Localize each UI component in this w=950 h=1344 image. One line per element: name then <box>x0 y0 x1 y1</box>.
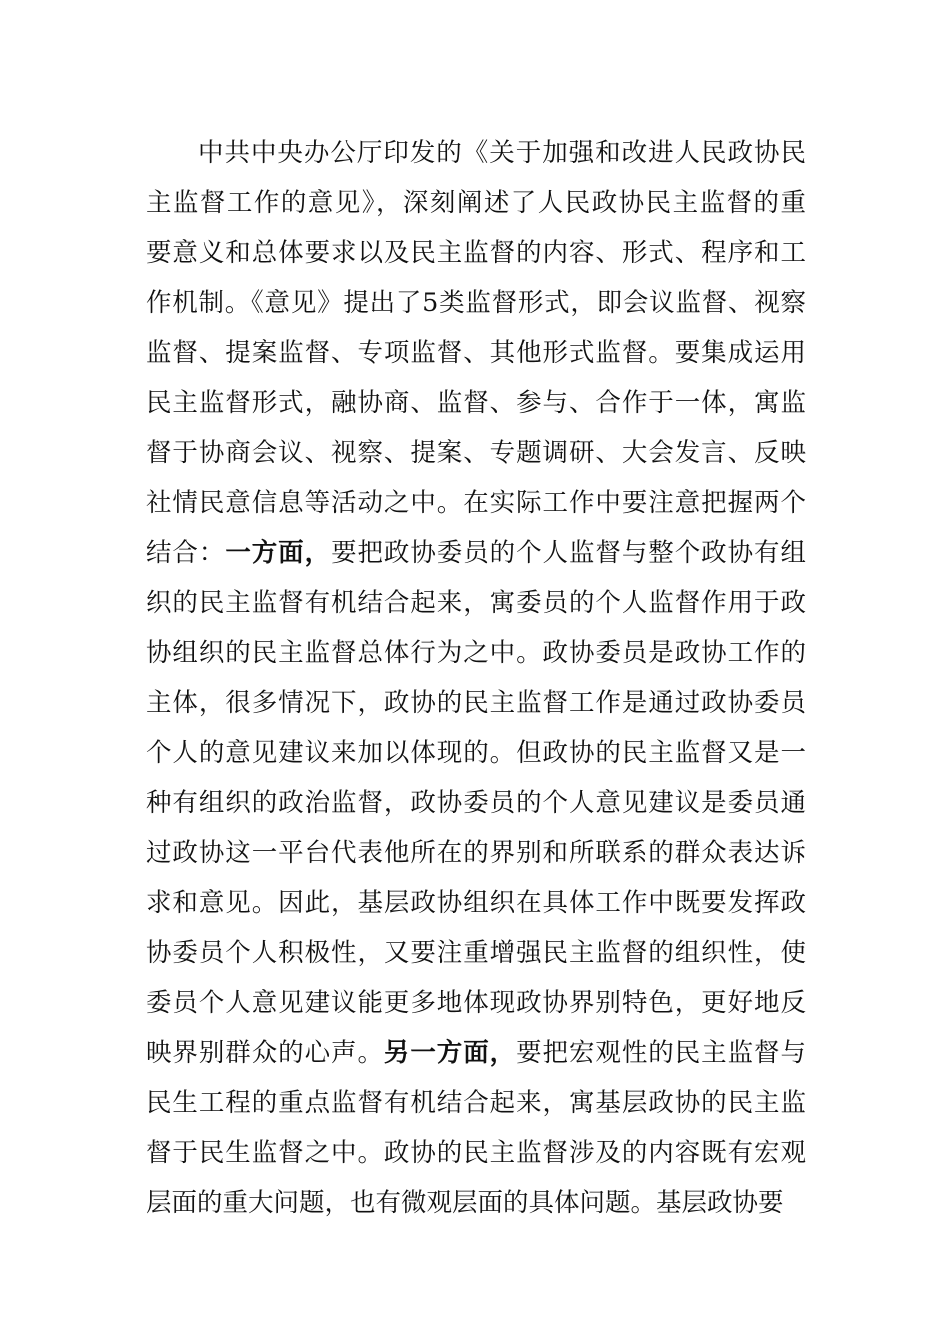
text-segment: 督于协商会议、视察、提案、专题调研、大会发言、反映 <box>146 438 806 468</box>
text-line <box>146 1031 806 1081</box>
text-line <box>146 881 806 931</box>
text-line <box>146 631 806 681</box>
text-line <box>146 1081 806 1131</box>
text-line <box>146 281 806 331</box>
text-segment: 协委员个人积极性，又要注重增强民主监督的组织性，使 <box>146 938 806 968</box>
text-segment: 作机制。《意见》提出了5类监督形式，即会议监督、视察 <box>146 288 806 318</box>
text-segment: 个人的意见建议来加以体现的。但政协的民主监督又是一 <box>146 738 806 768</box>
text-line <box>146 531 806 581</box>
body-paragraph <box>146 131 806 1231</box>
text-segment: 协组织的民主监督总体行为之中。政协委员是政协工作的 <box>146 638 806 668</box>
text-segment: 民生工程的重点监督有机结合起来，寓基层政协的民主监 <box>146 1088 806 1118</box>
text-segment: 民主监督形式，融协商、监督、参与、合作于一体，寓监 <box>146 388 806 418</box>
text-segment: 种有组织的政治监督，政协委员的个人意见建议是委员通 <box>146 788 806 818</box>
text-line <box>146 431 806 481</box>
text-segment: 结合： <box>146 538 226 568</box>
text-segment: 主监督工作的意见》，深刻阐述了人民政协民主监督的重 <box>146 188 806 218</box>
text-line <box>146 1181 806 1231</box>
text-segment: 织的民主监督有机结合起来，寓委员的个人监督作用于政 <box>146 588 806 618</box>
text-segment: 要意义和总体要求以及民主监督的内容、形式、程序和工 <box>146 238 806 268</box>
text-line <box>146 1131 806 1181</box>
text-segment: 社情民意信息等活动之中。在实际工作中要注意把握两个 <box>146 488 806 518</box>
text-line <box>146 181 806 231</box>
text-segment: 要把政协委员的个人监督与整个政协有组 <box>331 538 806 568</box>
text-segment: 监督、提案监督、专项监督、其他形式监督。要集成运用 <box>146 338 806 368</box>
text-segment: 层面的重大问题，也有微观层面的具体问题。基层政协要 <box>146 1188 784 1218</box>
text-line <box>146 931 806 981</box>
emphasis-text: 另一方面， <box>383 1038 517 1068</box>
text-line <box>146 581 806 631</box>
text-line <box>146 331 806 381</box>
text-segment: 求和意见。因此，基层政协组织在具体工作中既要发挥政 <box>146 888 806 918</box>
emphasis-text: 一方面， <box>225 538 332 568</box>
text-line <box>146 481 806 531</box>
text-line <box>146 731 806 781</box>
text-line <box>146 381 806 431</box>
text-segment: 要把宏观性的民主监督与 <box>516 1038 806 1068</box>
text-line <box>146 131 806 181</box>
text-line <box>146 831 806 881</box>
text-segment: 督于民生监督之中。政协的民主监督涉及的内容既有宏观 <box>146 1138 806 1168</box>
text-line <box>146 681 806 731</box>
text-segment: 委员个人意见建议能更多地体现政协界别特色，更好地反 <box>146 988 806 1018</box>
text-segment: 过政协这一平台代表他所在的界别和所联系的群众表达诉 <box>146 838 806 868</box>
text-segment: 主体，很多情况下，政协的民主监督工作是通过政协委员 <box>146 688 806 718</box>
text-line <box>146 981 806 1031</box>
text-segment: 映界别群众的心声。 <box>146 1038 384 1068</box>
text-line <box>146 781 806 831</box>
text-segment: 中共中央办公厅印发的《关于加强和改进人民政协民 <box>198 138 806 168</box>
text-line <box>146 231 806 281</box>
